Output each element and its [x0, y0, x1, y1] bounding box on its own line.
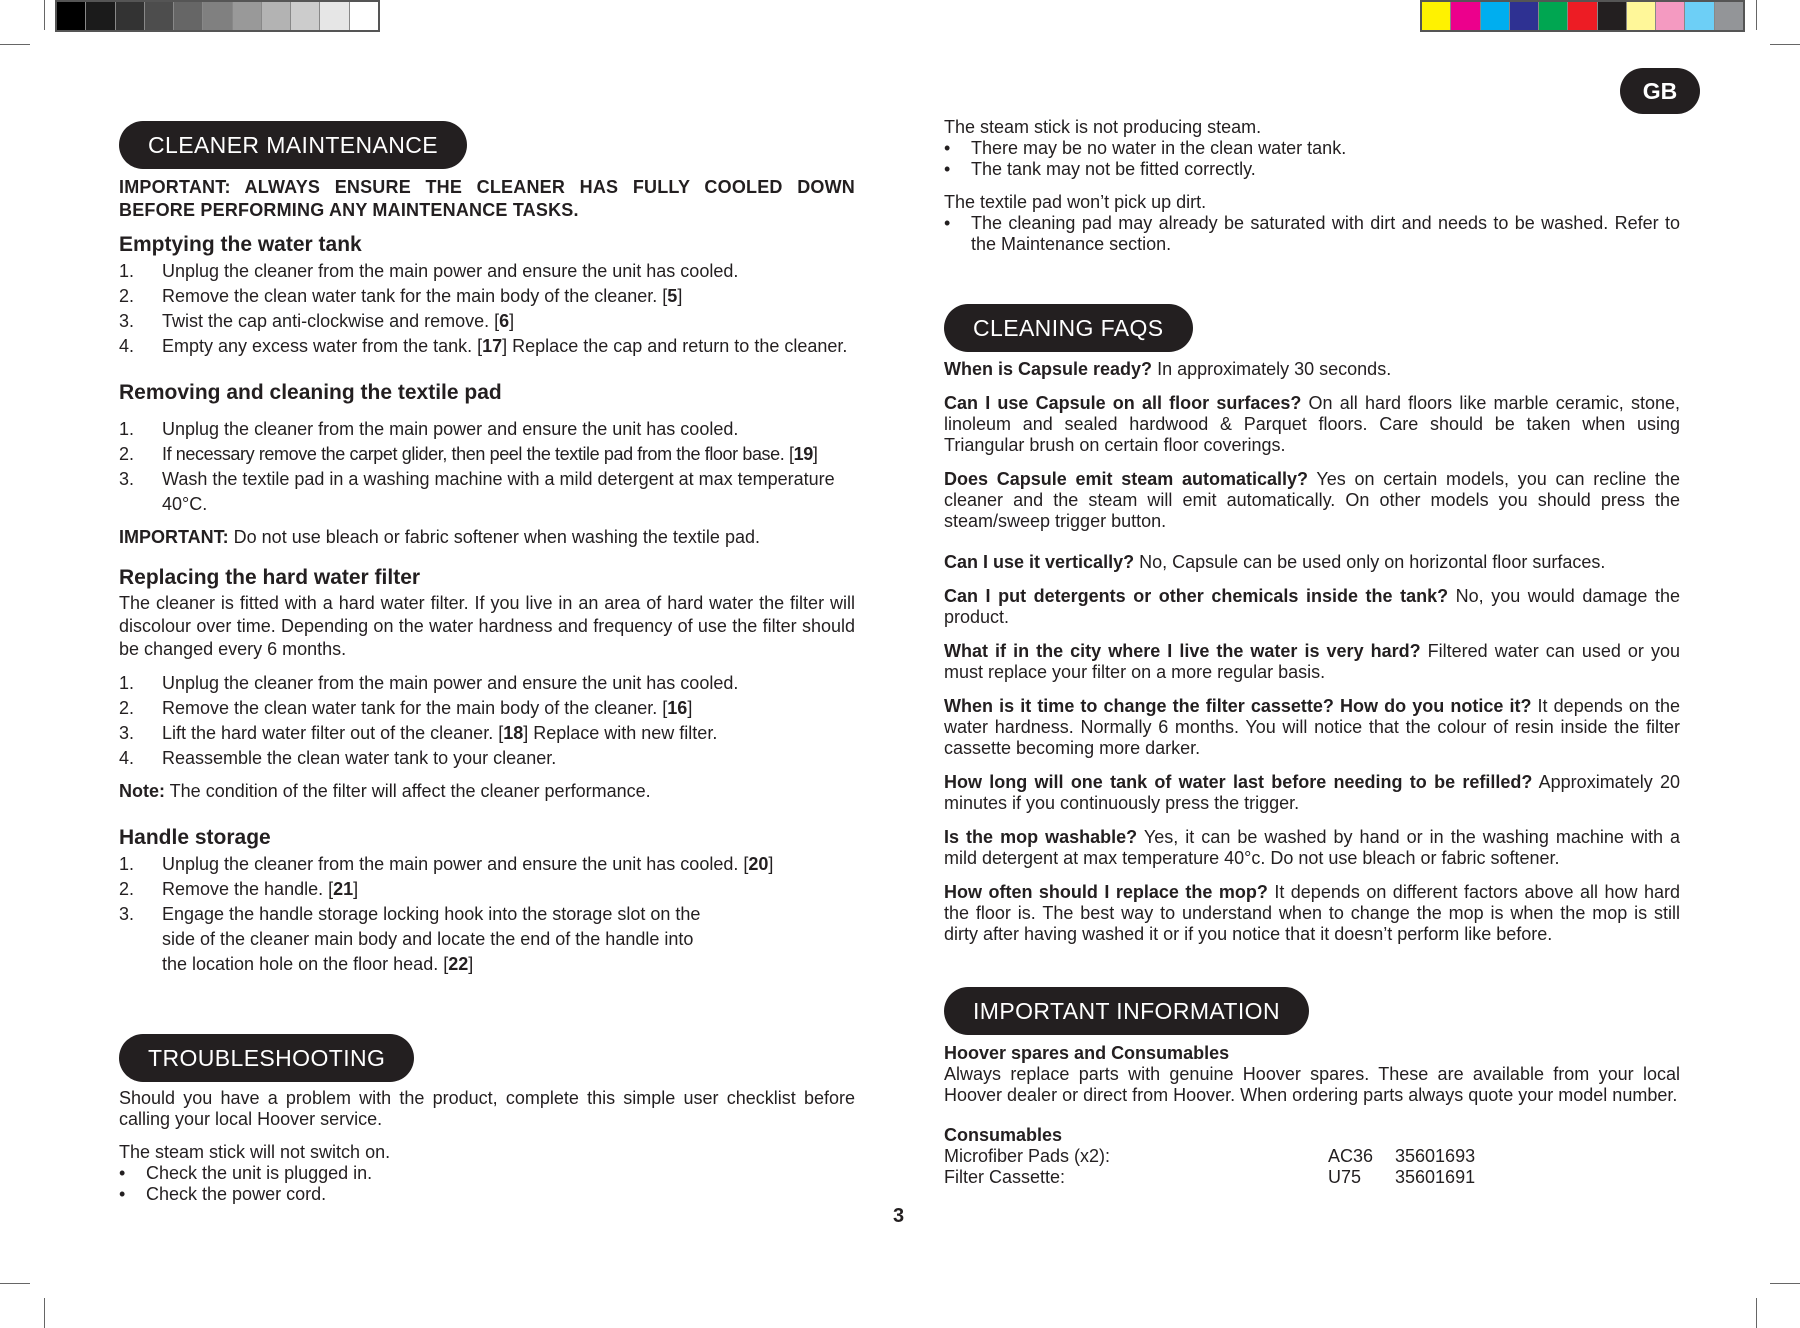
list-item: 2. Remove the handle. [21]: [119, 879, 359, 899]
consumables-heading: Consumables: [944, 1125, 1063, 1145]
color-swatch: [1598, 2, 1627, 30]
language-badge: GB: [1620, 68, 1700, 114]
consumable-row: Filter Cassette: U75 35601691: [944, 1167, 1476, 1187]
faq-item: What if in the city where I live the water is very hard? Filtered water can used or you must replace your filter on a more regular basis.: [944, 641, 1680, 682]
grayscale-calibration-bar: [55, 0, 380, 32]
faq-item: Does Capsule emit steam automatically? Yes on certain models, you can recline the cleaner and the steam will emit automatically. On other models you should press the steam/sweep trigger button.: [944, 469, 1680, 531]
handle-steps: [119, 852, 855, 977]
important-information-section: [944, 1043, 1680, 1188]
section-title-important-information: IMPORTANT INFORMATION: [944, 987, 1309, 1035]
crop-mark: [44, 0, 45, 30]
textile-steps: [119, 417, 855, 517]
heading-textile-pad: Removing and cleaning the textile pad: [119, 381, 502, 404]
color-swatch: [203, 2, 232, 30]
troubleshooting-continued: [944, 117, 1680, 255]
color-swatch: [350, 2, 378, 30]
color-swatch: [145, 2, 174, 30]
heading-handle-storage: Handle storage: [119, 826, 271, 849]
emptying-steps: [119, 259, 855, 359]
color-swatch: [57, 2, 86, 30]
issue-not-switch-on: The steam stick will not switch on.: [119, 1142, 391, 1162]
list-item: 1. Unplug the cleaner from the main power and ensure the unit has cooled. [20]: [119, 854, 774, 874]
filter-intro: The cleaner is fitted with a hard water filter. If you live in an area of hard water the filter will discolour over time. Depending on the water hardness and frequency of use the filter should be changed every 6 months.: [119, 593, 855, 659]
maintenance-section: [119, 176, 855, 977]
maintenance-important-note: IMPORTANT: ALWAYS ENSURE THE CLEANER HAS FULLY COOLED DOWN BEFORE PERFORMING ANY MAINTENANCE TASKS.: [119, 177, 855, 220]
color-swatch: [174, 2, 203, 30]
color-swatch: [1685, 2, 1714, 30]
color-swatch: [320, 2, 349, 30]
list-item: 2. Remove the clean water tank for the main body of the cleaner. [16]: [119, 698, 693, 718]
crop-mark: [1756, 0, 1757, 30]
crop-mark: [0, 44, 30, 45]
filter-steps: [119, 671, 855, 771]
color-swatch: [1422, 2, 1451, 30]
spares-text: Always replace parts with genuine Hoover spares. These are available from your local Hoover dealer or direct from Hoover. When ordering parts always quote your model number.: [944, 1064, 1680, 1105]
section-title-troubleshooting: TROUBLESHOOTING: [119, 1034, 414, 1082]
issue2-checklist: [944, 138, 1680, 180]
list-item: 3. Wash the textile pad in a washing machine with a mild detergent at max temperature 40°C.: [119, 469, 835, 514]
list-item: • Check the unit is plugged in.: [119, 1163, 373, 1183]
crop-mark: [0, 1283, 30, 1284]
consumable-row: Microfiber Pads (x2): AC36 35601693: [944, 1146, 1476, 1166]
color-swatch: [1481, 2, 1510, 30]
list-item: 1. Unplug the cleaner from the main power and ensure the unit has cooled.: [119, 261, 739, 281]
faq-item: Can I use Capsule on all floor surfaces? On all hard floors like marble ceramic, stone, linoleum and sealed hardwood & Parquet floors. Care should be taken when using Triangular brush on certain floor coverings.: [944, 393, 1680, 455]
page-number: 3: [893, 1205, 905, 1227]
color-swatch: [1656, 2, 1685, 30]
faq-item: When is it time to change the filter cassette? How do you notice it? It depends on the water hardness. Normally 6 months. You will notice that the colour of resin inside the filter cassette becoming more darker.: [944, 696, 1680, 758]
crop-mark: [1770, 1283, 1800, 1284]
faq-item: Is the mop washable? Yes, it can be washed by hand or in the washing machine with a mild detergent at max temperature 40°c. Do not use bleach or fabric softener.: [944, 827, 1680, 868]
color-swatch: [233, 2, 262, 30]
filter-note: Note: The condition of the filter will affect the cleaner performance.: [119, 781, 651, 801]
color-swatch: [1539, 2, 1568, 30]
color-swatch: [291, 2, 320, 30]
list-item: 3. Twist the cap anti-clockwise and remove. [6]: [119, 311, 515, 331]
troubleshooting-section: [119, 1088, 855, 1205]
issue-pad-no-pickup: The textile pad won’t pick up dirt.: [944, 192, 1207, 212]
crop-mark: [1756, 1298, 1757, 1328]
spares-heading: Hoover spares and Consumables: [944, 1043, 1230, 1063]
faq-item: How long will one tank of water last before needing to be refilled? Approximately 20 minutes if you continuously press the trigger.: [944, 772, 1681, 813]
color-swatch: [86, 2, 115, 30]
list-item: 1. Unplug the cleaner from the main power and ensure the unit has cooled.: [119, 673, 739, 693]
list-item: 2. If necessary remove the carpet glider, then peel the textile pad from the floor base. [19]: [119, 444, 818, 464]
color-swatch: [1568, 2, 1597, 30]
faq-item: When is Capsule ready? In approximately 30 seconds.: [944, 359, 1392, 379]
list-item: • The cleaning pad may already be saturated with dirt and needs to be washed. Refer to the Maintenance section.: [944, 213, 1680, 254]
color-swatch: [262, 2, 291, 30]
issue3-checklist: [944, 213, 1680, 255]
faqs-section: [944, 359, 1680, 945]
color-calibration-bar: [1420, 0, 1745, 32]
section-title-maintenance: CLEANER MAINTENANCE: [119, 121, 467, 169]
textile-important-note: IMPORTANT: Do not use bleach or fabric softener when washing the textile pad.: [119, 527, 760, 547]
color-swatch: [1451, 2, 1480, 30]
heading-hard-water-filter: Replacing the hard water filter: [119, 566, 421, 589]
list-item: 3. Engage the handle storage locking hook into the storage slot on the side of the cleaner main body and locate the end of the handle into the location hole on the floor head. [22]: [119, 904, 701, 974]
list-item: 3. Lift the hard water filter out of the cleaner. [18] Replace with new filter.: [119, 723, 718, 743]
list-item: 1. Unplug the cleaner from the main power and ensure the unit has cooled.: [119, 419, 739, 439]
section-title-faqs: CLEANING FAQS: [944, 304, 1193, 352]
list-item: 2. Remove the clean water tank for the main body of the cleaner. [5]: [119, 286, 683, 306]
troubleshooting-intro: Should you have a problem with the product, complete this simple user checklist before calling your local Hoover service.: [119, 1088, 855, 1129]
color-swatch: [1510, 2, 1539, 30]
color-swatch: [116, 2, 145, 30]
heading-emptying-tank: Emptying the water tank: [119, 233, 362, 256]
issue-no-steam: The steam stick is not producing steam.: [944, 117, 1262, 137]
faq-item: Can I use it vertically? No, Capsule can be used only on horizontal floor surfaces.: [944, 552, 1606, 572]
list-item: 4. Empty any excess water from the tank. [17] Replace the cap and return to the cleaner.: [119, 336, 848, 356]
list-item: • Check the power cord.: [119, 1184, 327, 1204]
faq-item: Can I put detergents or other chemicals inside the tank? No, you would damage the product.: [944, 586, 1680, 627]
issue1-checklist: [119, 1163, 855, 1205]
color-swatch: [1715, 2, 1743, 30]
crop-mark: [1770, 44, 1800, 45]
color-swatch: [1627, 2, 1656, 30]
faq-item: How often should I replace the mop? It depends on different factors above all how hard the floor is. The best way to understand when to change the mop is when the mop is still dirty after having washed it or if you notice that it doesn’t perform like before.: [944, 882, 1680, 944]
list-item: 4. Reassemble the clean water tank to your cleaner.: [119, 748, 557, 768]
crop-mark: [44, 1298, 45, 1328]
list-item: • The tank may not be fitted correctly.: [944, 159, 1256, 179]
list-item: • There may be no water in the clean water tank.: [944, 138, 1347, 158]
